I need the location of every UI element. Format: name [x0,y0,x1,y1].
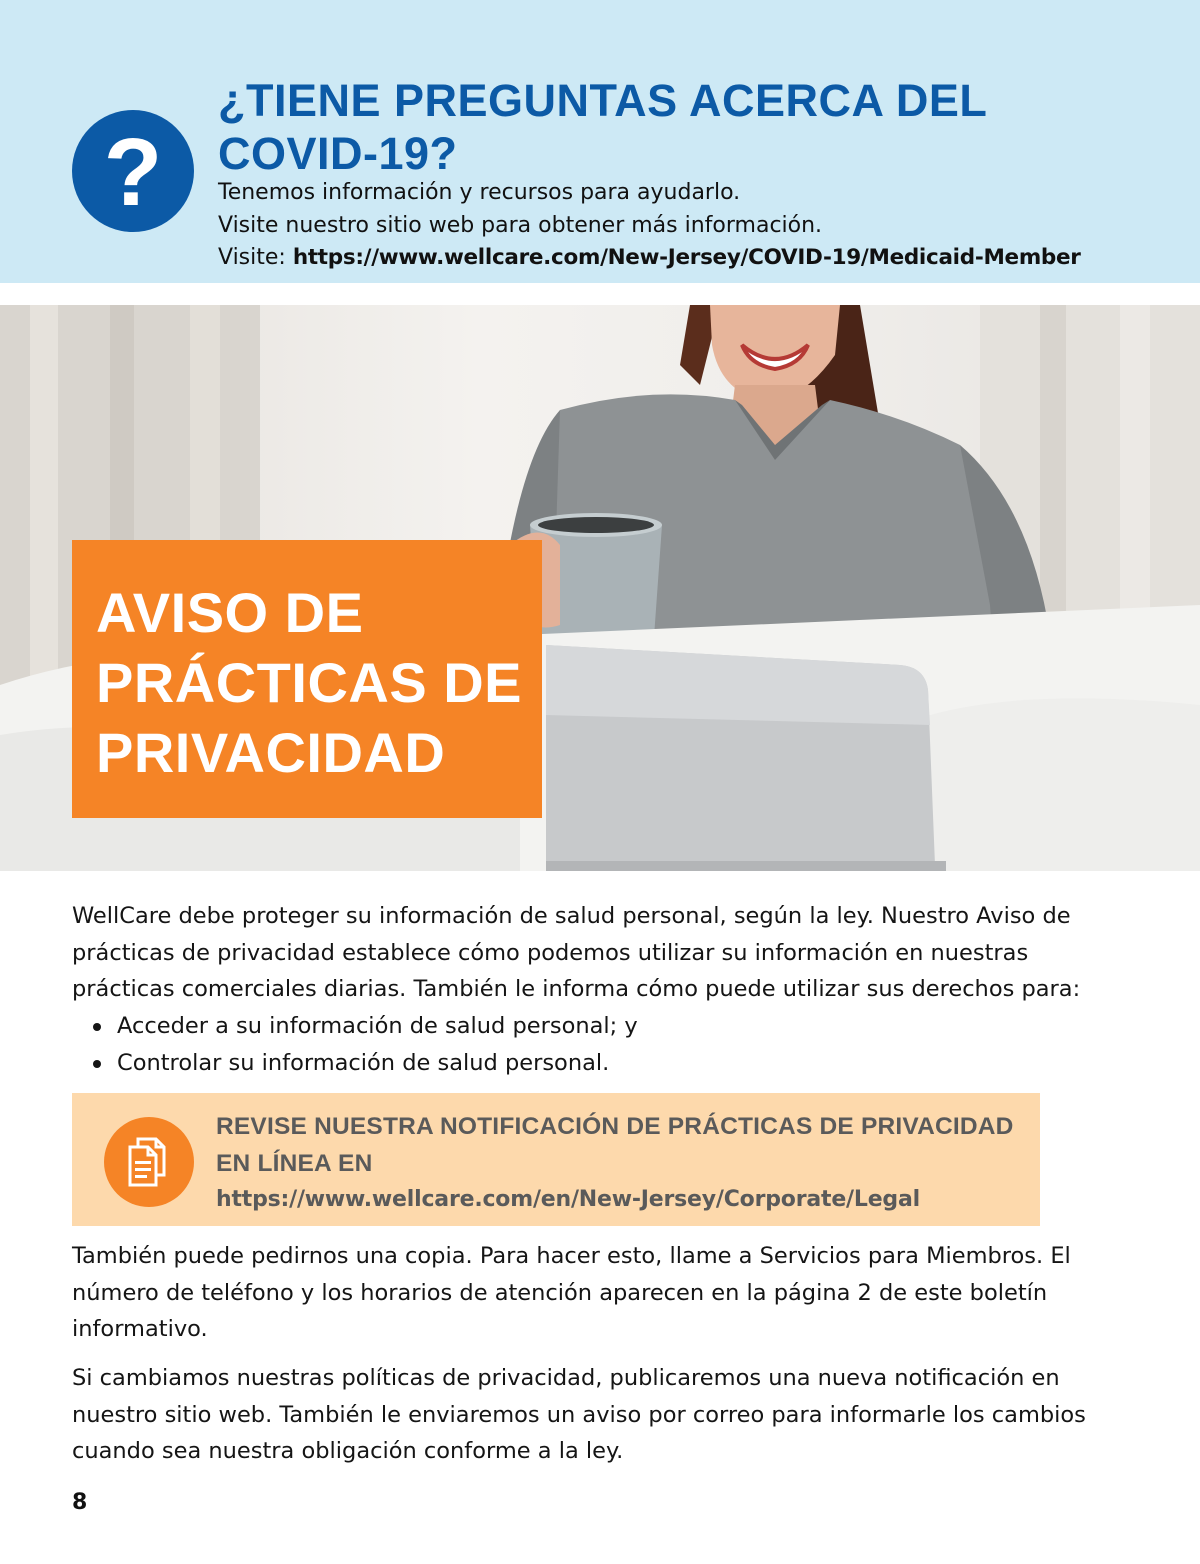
list-item-text: Acceder a su información de salud personal; y [117,1013,638,1039]
bullet-icon [93,1060,101,1068]
intro-paragraph: WellCare debe proteger su información de salud personal, según la ley. Nuestro Aviso de prácticas de privacidad establece cómo podemos utilizar su información en nuestras prácticas comerciales diarias. También le informa cómo puede utilizar sus derechos para: [72,903,1081,1002]
rights-list [72,1008,1132,1081]
covid-url-prefix: Visite: [218,245,293,270]
covid-title: ¿TIENE PREGUNTAS ACERCA DEL COVID-19? [218,75,987,179]
page-number: 8 [72,1490,88,1515]
svg-text:?: ? [103,119,163,226]
list-item-text: Controlar su información de salud personal. [117,1049,610,1076]
covid-visit-line: Visite nuestro sitio web para obtener más información. [218,213,823,238]
covid-url-link[interactable]: https://www.wellcare.com/New-Jersey/COVID-19/Medicaid-Member [292,245,1081,270]
hero-title [96,578,536,788]
documents-icon [104,1117,194,1207]
hero-title-line: PRÁCTICAS DE [96,651,523,714]
callout-heading: REVISE NUESTRA NOTIFICACIÓN DE PRÁCTICAS DE PRIVACIDAD EN LÍNEA EN [216,1113,1014,1177]
bullet-icon [93,1023,101,1031]
question-mark-icon [72,110,194,232]
policy-change-paragraph: Si cambiamos nuestras políticas de privacidad, publicaremos una nueva notificación en nuestro sitio web. También le enviaremos un aviso por correo para informarle los cambios cuando sea nuestra obligación conforme a la ley. [72,1365,1086,1464]
covid-url-line [218,244,1178,272]
hero-title-line: PRIVACIDAD [96,721,446,784]
copy-request-paragraph: También puede pedirnos una copia. Para hacer esto, llame a Servicios para Miembros. El número de teléfono y los horarios de atención aparecen en la página 2 de este boletín informativo. [72,1243,1071,1342]
privacy-url-link[interactable]: https://www.wellcare.com/en/New-Jersey/Corporate/Legal [216,1187,920,1212]
list-item [72,1045,1132,1082]
list-item [72,1008,1132,1045]
covid-info-line: Tenemos información y recursos para ayudarlo. [218,180,741,205]
hero-title-line: AVISO DE [96,581,364,644]
covid-banner [0,0,1200,283]
